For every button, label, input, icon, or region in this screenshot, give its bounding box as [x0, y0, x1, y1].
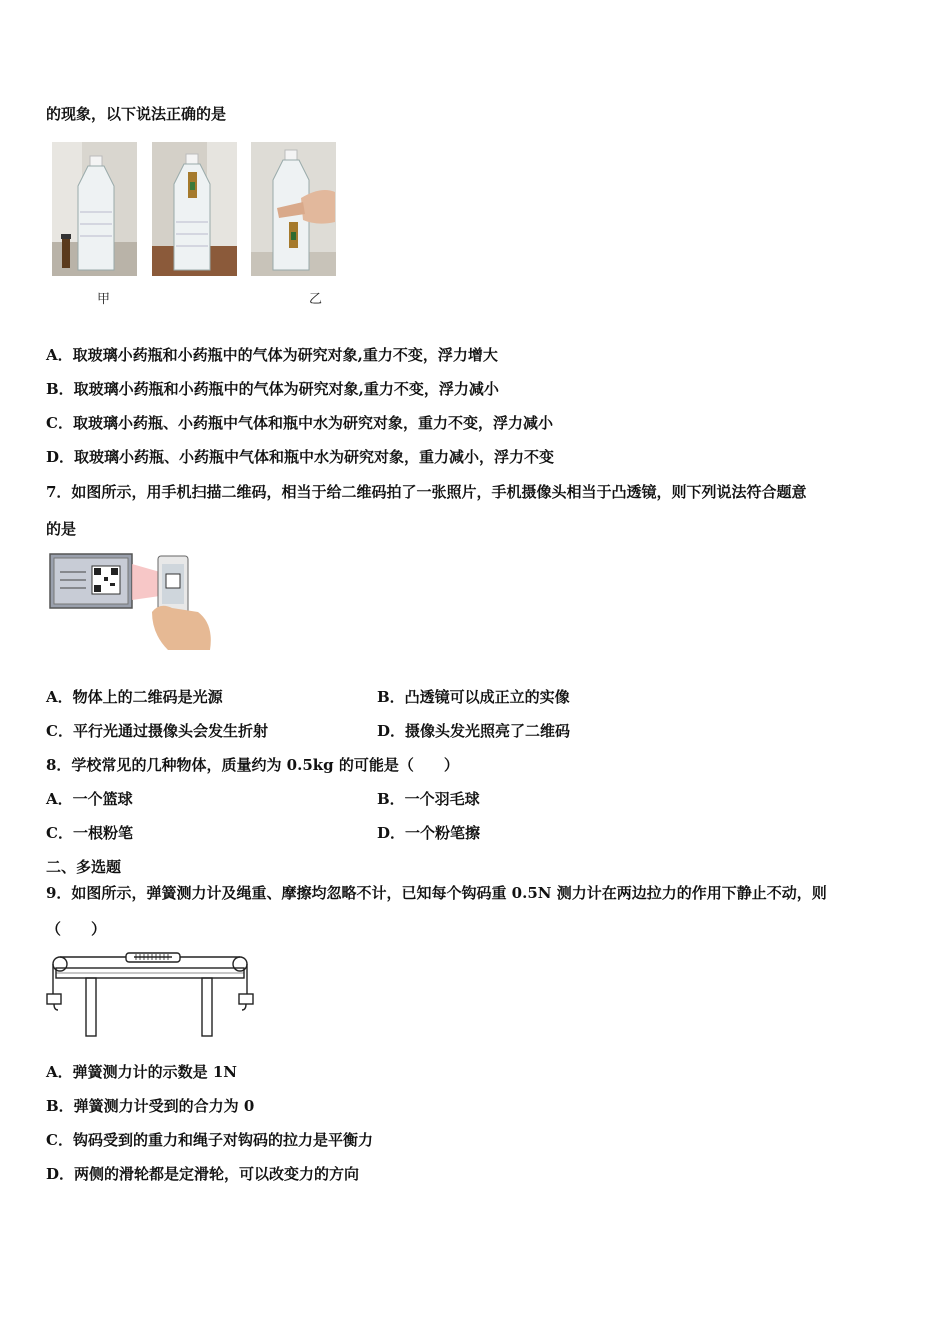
q7-option-a: A．物体上的二维码是光源: [46, 688, 223, 706]
q9-stem-line2: （ ）: [46, 920, 107, 938]
q6-option-b: B．取玻璃小药瓶和小药瓶中的气体为研究对象,重力不变，浮力减小: [46, 380, 499, 398]
spring-scale-diagram: [44, 950, 256, 1040]
caption-right: 乙: [309, 292, 323, 307]
q7-option-d: D．摄像头发光照亮了二维码: [377, 722, 571, 740]
q7-option-c: C．平行光通过摄像头会发生折射: [46, 722, 268, 740]
q9-option-b: B．弹簧测力计受到的合力为 0: [46, 1097, 255, 1115]
q8-option-c: C．一根粉笔: [46, 824, 133, 842]
q7-stem-line2: 的是: [46, 520, 77, 538]
section-title: 二、多选题: [46, 858, 122, 876]
q9-option-a: A．弹簧测力计的示数是 1N: [46, 1063, 238, 1081]
q8-option-d: D．一个粉笔擦: [377, 824, 481, 842]
q6-option-c: C．取玻璃小药瓶、小药瓶中气体和瓶中水为研究对象，重力不变，浮力减小: [46, 414, 553, 432]
q9-option-c: C．钩码受到的重力和绳子对钩码的拉力是平衡力: [46, 1131, 373, 1149]
bottle-photo-3: [251, 142, 336, 276]
q8-option-a: A．一个篮球: [46, 790, 133, 808]
q9-option-d: D．两侧的滑轮都是定滑轮，可以改变力的方向: [46, 1165, 360, 1183]
qr-scan-illustration: [48, 550, 218, 655]
bottle-photo-1: [52, 142, 137, 276]
q6-option-a: A．取玻璃小药瓶和小药瓶中的气体为研究对象,重力不变，浮力增大: [46, 346, 498, 364]
caption-left: 甲: [97, 292, 111, 307]
q8-stem: 8．学校常见的几种物体，质量约为 0.5kg 的可能是（ ）: [46, 756, 459, 774]
bottle-photo-2: [152, 142, 237, 276]
q6-option-d: D．取玻璃小药瓶、小药瓶中气体和瓶中水为研究对象，重力减小，浮力不变: [46, 448, 555, 466]
q7-option-b: B．凸透镜可以成正立的实像: [377, 688, 570, 706]
q9-stem-line1: 9．如图所示，弹簧测力计及绳重、摩擦均忽略不计，已知每个钩码重 0.5N 测力计在两边拉力的作用下静止不动，则: [46, 884, 827, 902]
q8-option-b: B．一个羽毛球: [377, 790, 480, 808]
q6-stem-tail: 的现象，以下说法正确的是: [46, 105, 227, 123]
q7-stem-line1: 7．如图所示，用手机扫描二维码，相当于给二维码拍了一张照片，手机摄像头相当于凸透镜，则下列说法符合题意: [46, 483, 807, 501]
